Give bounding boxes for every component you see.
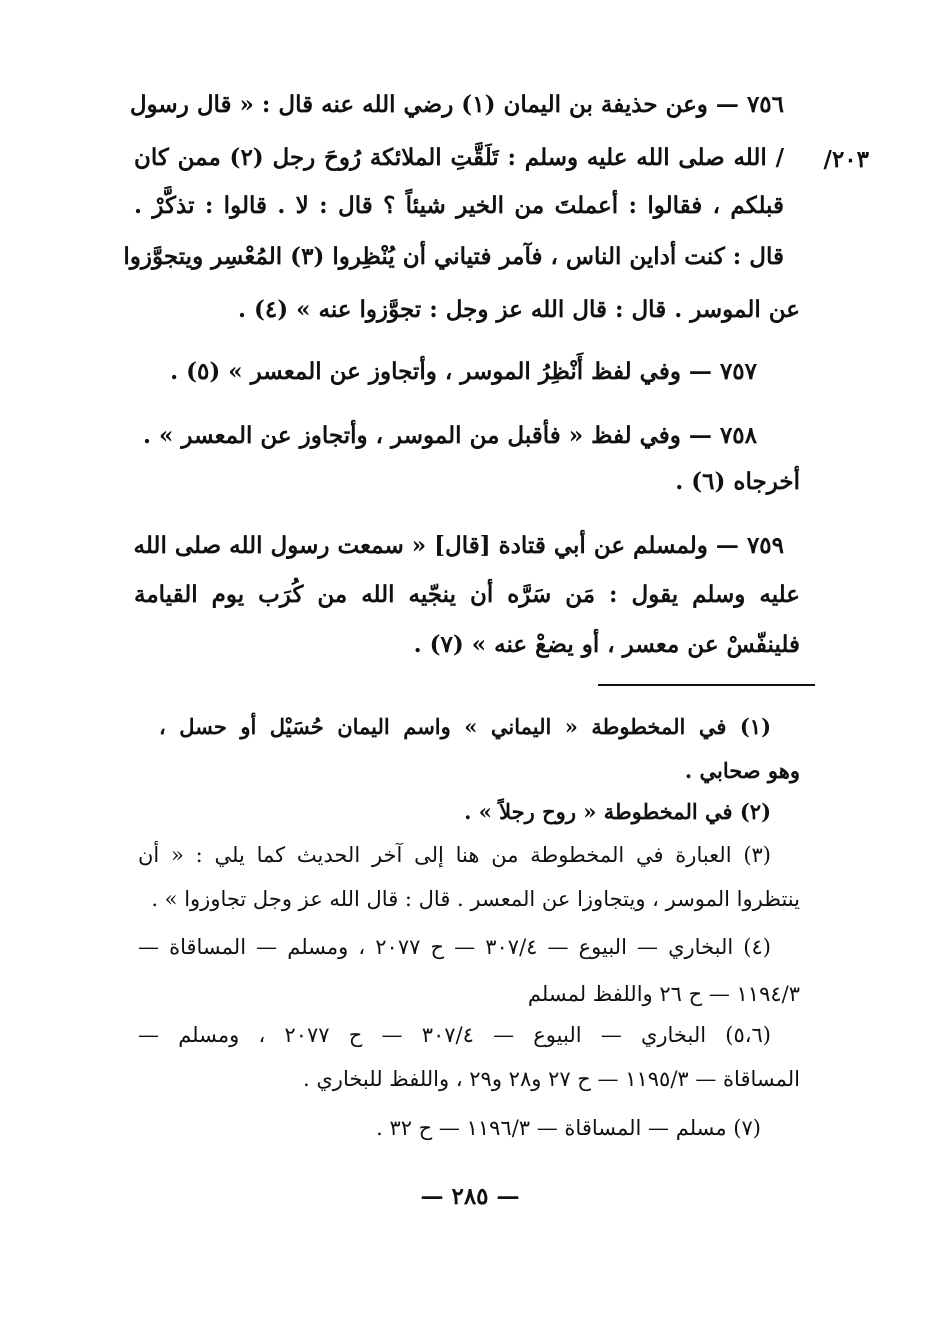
footnote-line-4: (٣) العبارة في المخطوطة من هنا إلى آخر الحديث كما يلي : « أن (138, 843, 771, 867)
body-line-3: قبلكم ، فقالوا : أعملتَ من الخير شيئاً ؟ قال : لا . قالوا : تذكَّرْ . (134, 192, 784, 219)
body-line-7: ٧٥٨ — وفي لفظ « فأقبل من الموسر ، وأتجاوز عن المعسر » . (142, 422, 757, 449)
footnote-line-5: ينتظروا الموسر ، ويتجاوزا عن المعسر . قال : قال الله عز وجل تجاوزوا » . (151, 887, 800, 911)
footnote-line-9: المساقاة — ١١٩٥/٣ — ح ٢٧ و٢٨ و٢٩ ، واللفظ للبخاري . (303, 1067, 800, 1091)
body-line-9: ٧٥٩ — ولمسلم عن أبي قتادة [قال] « سمعت رسول الله صلى الله (133, 532, 784, 559)
body-line-8: أخرجاه (٦) . (675, 468, 800, 495)
footnote-line-10: (٧) مسلم — المساقاة — ١١٩٦/٣ — ح ٣٢ . (376, 1116, 761, 1140)
body-line-1: ٧٥٦ — وعن حذيفة بن اليمان (١) رضي الله عنه قال : « قال رسول (129, 91, 784, 118)
body-line-11: فلينفّسْ عن معسر ، أو يضعْ عنه » (٧) . (413, 631, 800, 658)
margin-reference: ٢٠٣/ (823, 146, 869, 173)
footnote-line-3: (٢) في المخطوطة « روح رجلاً » . (464, 799, 771, 824)
footnote-line-7: ١١٩٤/٣ — ح ٢٦ واللفظ لمسلم (527, 982, 800, 1006)
footnote-line-1: (١) في المخطوطة « اليماني » واسم اليمان حُسَيْل أو حسل ، (159, 714, 771, 739)
body-line-5: عن الموسر . قال : قال الله عز وجل : تجوَّزوا عنه » (٤) . (237, 296, 800, 323)
page-number: — ٢٨٥ — (420, 1183, 520, 1210)
footnote-line-8: (٥،٦) البخاري — البيوع — ٣٠٧/٤ — ح ٢٠٧٧ ، ومسلم — (138, 1023, 771, 1047)
footnote-separator (598, 684, 815, 686)
body-line-2: / الله صلى الله عليه وسلم : تَلَقَّتِ الملائكة رُوحَ رجل (٢) ممن كان (134, 144, 785, 171)
body-line-6: ٧٥٧ — وفي لفظ أَنْظِرُ الموسر ، وأتجاوز عن المعسر » (٥) . (170, 358, 757, 385)
body-line-4: قال : كنت أداين الناس ، فآمر فتياني أن يُنْظِروا (٣) المُعْسِر ويتجوَّزوا (123, 243, 784, 270)
footnote-line-2: وهو صحابي . (684, 758, 800, 783)
body-line-10: عليه وسلم يقول : مَن سَرَّه أن ينجّيه الله من كُرَب يوم القيامة (134, 581, 800, 608)
footnote-line-6: (٤) البخاري — البيوع — ٣٠٧/٤ — ح ٢٠٧٧ ، ومسلم — المساقاة — (138, 935, 771, 959)
